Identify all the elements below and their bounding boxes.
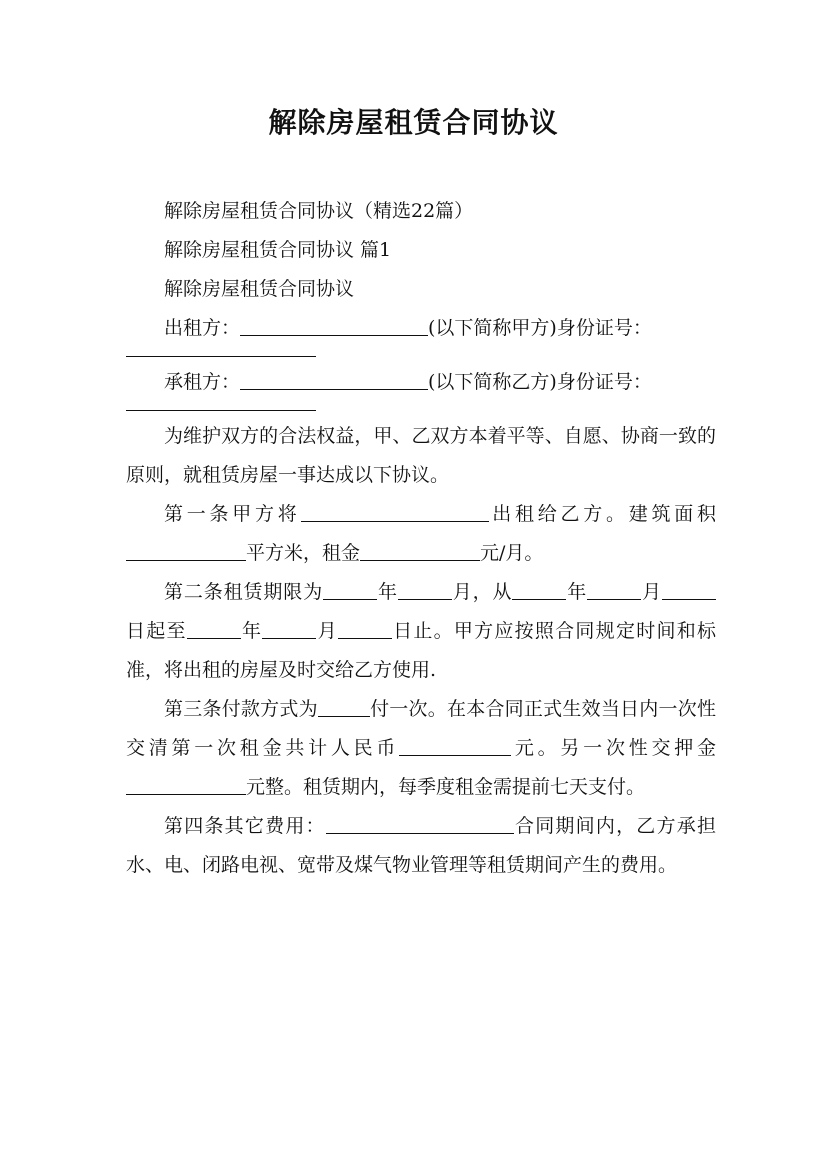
article-2-text-c: 月，从: [451, 581, 513, 603]
end-day-blank: [338, 619, 392, 639]
article-2-text-h: 月: [316, 620, 338, 642]
paragraph-lessee: [126, 363, 716, 402]
article-2-text-f: 日起至: [126, 620, 187, 642]
lessee-label: 承租方：: [164, 371, 241, 393]
document-title: 解除房屋租赁合同协议: [268, 106, 559, 139]
paragraph-article-3: [126, 690, 716, 807]
article-2-text-b: 年: [377, 581, 398, 603]
paragraph-agreement-title: 解除房屋租赁合同协议: [164, 278, 355, 300]
area-blank: [126, 541, 246, 561]
first-rent-blank: [399, 736, 511, 756]
article-2-text-a: 第二条租赁期限为: [164, 581, 324, 603]
paragraph-preamble: 为维护双方的合法权益，甲、乙双方本着平等、自愿、协商一致的原则，就租赁房屋一事达成以下协议。: [126, 425, 716, 486]
article-3-text-c: 元。另一次性交押金: [511, 737, 716, 759]
article-3-text-d: 元整。租赁期内，每季度租金需提前七天支付。: [246, 776, 646, 798]
paragraph-article-1: [126, 495, 716, 573]
start-year-blank: [512, 580, 566, 600]
property-blank: [301, 502, 489, 522]
start-day-blank: [662, 580, 716, 600]
term-months-blank: [398, 580, 452, 600]
start-month-blank: [587, 580, 641, 600]
article-3-text-a: 第三条付款方式为: [164, 698, 318, 720]
paragraph-section-heading: 解除房屋租赁合同协议 篇1: [164, 239, 392, 261]
article-1-text-a: 第一条甲方将: [164, 503, 301, 525]
article-1-text-d: 元/月。: [480, 542, 544, 564]
article-4-text-a: 第四条其它费用：: [164, 815, 326, 837]
rent-blank: [360, 541, 480, 561]
paragraph-article-4: [126, 807, 716, 885]
lessor-label: 出租方：: [164, 317, 241, 339]
article-2-text-i: 日止。甲方应按照合同规定时间和标准，将出租的房屋及时交给乙方使用.: [126, 620, 716, 681]
paragraph-subtitle: 解除房屋租赁合同协议（精选22篇）: [164, 200, 474, 222]
lessee-id-label: (以下简称乙方)身份证号：: [428, 371, 652, 393]
end-year-blank: [187, 619, 241, 639]
paragraph-lessor: [126, 309, 716, 348]
end-month-blank: [262, 619, 316, 639]
document-body: [126, 192, 716, 885]
term-years-blank: [323, 580, 377, 600]
article-1-text-b: 出租给乙方。建筑面积: [488, 503, 716, 525]
article-3-text-b: 付一次。在本合同正式生效当日内一次性交清第一次租金共计人民币: [126, 698, 716, 759]
article-2-text-g: 年: [240, 620, 263, 642]
payment-cycle-blank: [318, 697, 370, 717]
article-4-text-b: 合同期间内，乙方承担水、电、闭路电视、宽带及煤气物业管理等租赁期间产生的费用。: [126, 815, 716, 876]
lessee-name-blank: [240, 370, 428, 390]
paragraph-article-2: [126, 573, 716, 690]
other-fees-blank: [326, 814, 514, 834]
lessor-id-label: (以下简称甲方)身份证号：: [428, 317, 652, 339]
article-2-text-d: 年: [566, 581, 588, 603]
deposit-blank: [126, 775, 246, 795]
article-2-text-e: 月: [641, 581, 662, 603]
lessor-name-blank: [240, 316, 428, 336]
article-1-text-c: 平方米，租金: [246, 542, 361, 564]
